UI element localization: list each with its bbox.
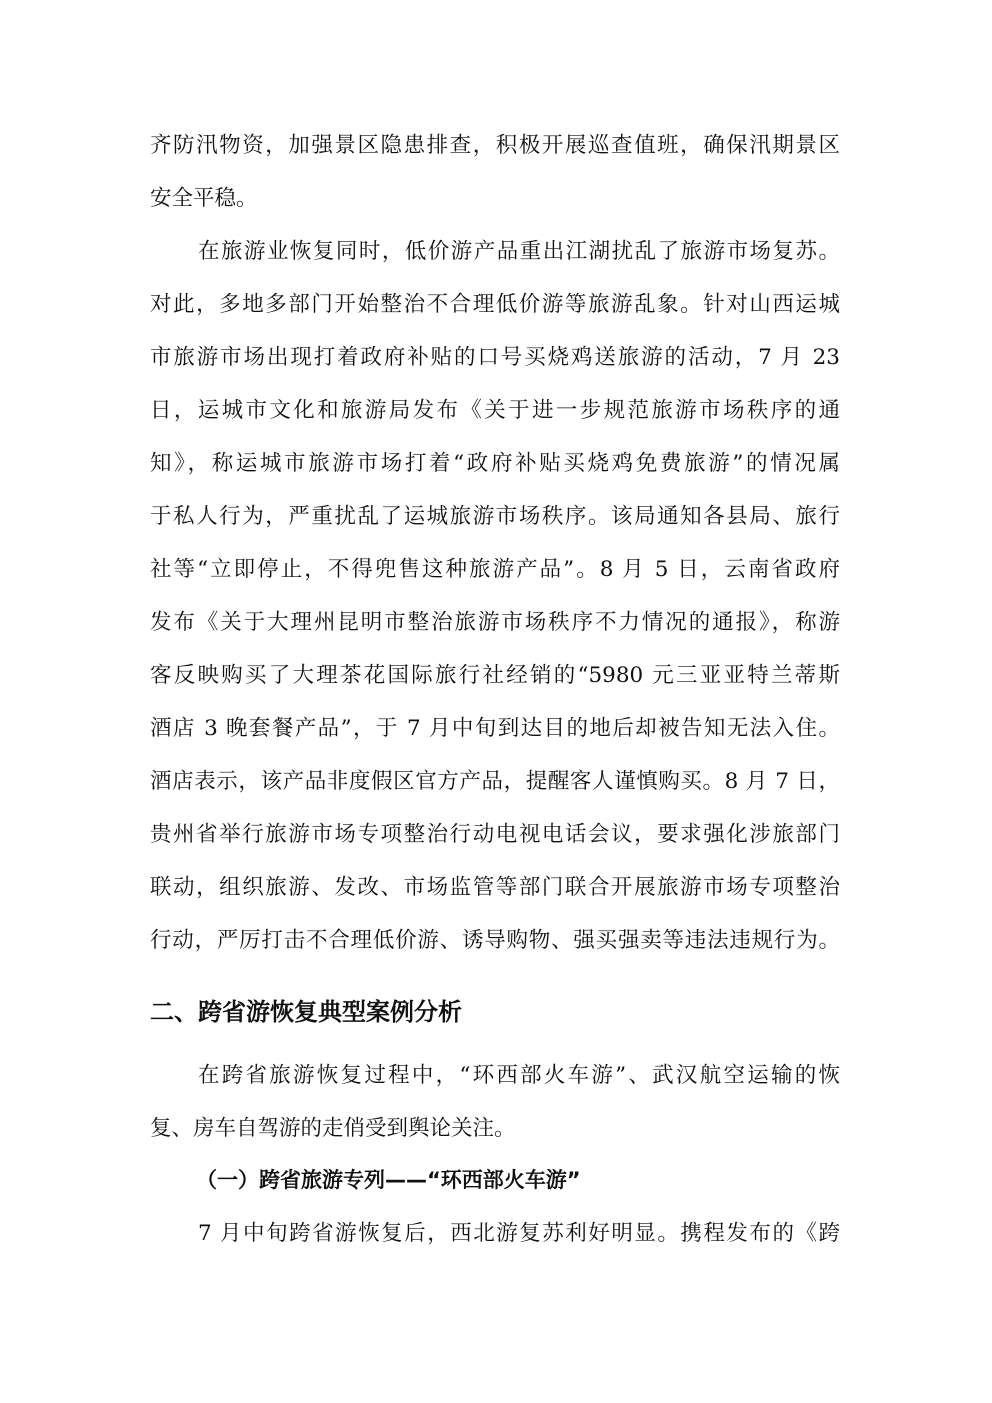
paragraph-2-line-3: 市旅游市场出现打着政府补贴的口号买烧鸡送旅游的活动，7 月 23 — [150, 345, 840, 370]
section-heading: 二、跨省游恢复典型案例分析 — [150, 998, 462, 1026]
paragraph-2-line-9: 客反映购买了大理茶花国际旅行社经销的“5980 元三亚亚特兰蒂斯 — [150, 663, 840, 688]
paragraph-2-line-6: 于私人行为，严重扰乱了运城旅游市场秩序。该局通知各县局、旅行 — [150, 504, 840, 529]
paragraph-2-line-14: 行动，严厉打击不合理低价游、诱导购物、强买强卖等违法违规行为。 — [150, 928, 840, 953]
paragraph-2-line-1: 在旅游业恢复同时，低价游产品重出江湖扰乱了旅游市场复苏。 — [198, 239, 840, 264]
paragraph-2-line-5: 知》，称运城市旅游市场打着“政府补贴买烧鸡免费旅游”的情况属 — [150, 451, 840, 476]
paragraph-4-line-1: 7 月中旬跨省游恢复后，西北游复苏利好明显。携程发布的《跨 — [198, 1221, 840, 1246]
paragraph-2-line-11: 酒店表示，该产品非度假区官方产品，提醒客人谨慎购买。8 月 7 日， — [150, 769, 840, 794]
paragraph-2-line-2: 对此，多地多部门开始整治不合理低价游等旅游乱象。针对山西运城 — [150, 292, 840, 317]
paragraph-1-line-2: 安全平稳。 — [150, 186, 258, 211]
paragraph-2-line-4: 日，运城市文化和旅游局发布《关于进一步规范旅游市场秩序的通 — [150, 398, 840, 423]
paragraph-2-line-10: 酒店 3 晚套餐产品”，于 7 月中旬到达目的地后却被告知无法入住。 — [150, 716, 840, 741]
paragraph-3-line-2: 复、房车自驾游的走俏受到舆论关注。 — [150, 1116, 516, 1141]
paragraph-2-line-12: 贵州省举行旅游市场专项整治行动电视电话会议，要求强化涉旅部门 — [150, 822, 840, 847]
subsection-heading: （一）跨省旅游专列——“环西部火车游” — [196, 1168, 581, 1192]
paragraph-3-line-1: 在跨省旅游恢复过程中，“环西部火车游”、武汉航空运输的恢 — [198, 1063, 840, 1088]
paragraph-2-line-8: 发布《关于大理州昆明市整治旅游市场秩序不力情况的通报》，称游 — [150, 610, 840, 635]
paragraph-1-line-1: 齐防汛物资，加强景区隐患排查，积极开展巡查值班，确保汛期景区 — [150, 133, 840, 158]
paragraph-2-line-13: 联动，组织旅游、发改、市场监管等部门联合开展旅游市场专项整治 — [150, 875, 840, 900]
paragraph-2-line-7: 社等“立即停止，不得兜售这种旅游产品”。8 月 5 日，云南省政府 — [150, 557, 840, 582]
